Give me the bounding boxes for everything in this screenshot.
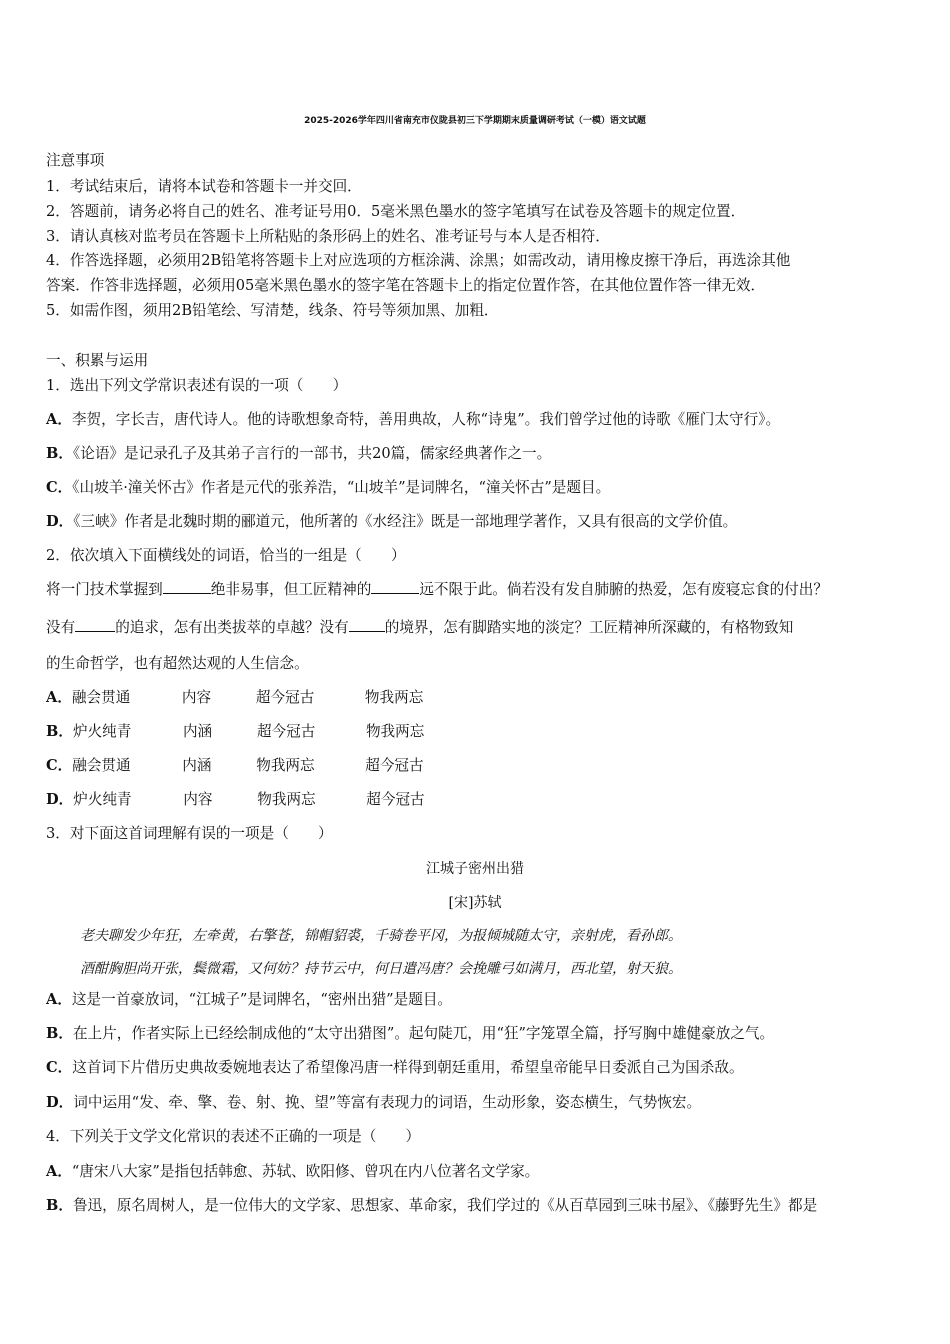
notice-item: 1．考试结束后，请将本试卷和答题卡一并交回． — [46, 178, 362, 195]
poem-line: 酒酣胸胆尚开张，鬓微霜，又何妨？持节云中，何日遣冯唐？会挽雕弓如满月，西北望，射天狼。 — [80, 961, 682, 977]
notice-item: 4．作答选择题，必须用2B铅笔将答题卡上对应选项的方框涂满、涂黑；如需改动，请用橡皮擦干净后，再选涂其他 — [46, 252, 791, 269]
question-1-option-d: D．《三峡》作者是北魏时期的郦道元，他所著的《水经注》既是一部地理学著作，又具有很高的文学价值。 — [46, 513, 738, 530]
question-4-option-a: A．“唐宋八大家”是指包括韩愈、苏轼、欧阳修、曾巩在内八位著名文学家。 — [46, 1163, 540, 1180]
section-heading: 一、积累与运用 — [46, 352, 149, 369]
question-2-stem: 2．依次填入下面横线处的词语，恰当的一组是（ ） — [46, 547, 406, 564]
page-title: 2025-2026学年四川省南充市仪陇县初三下学期期末质量调研考试（一模）语文试题 — [304, 116, 646, 126]
question-3-option-d: D．词中运用“发、牵、擎、卷、射、挽、望”等富有表现力的词语，生动形象，姿态横生，气势恢宏。 — [46, 1094, 702, 1111]
notice-item: 答案．作答非选择题，必须用05毫米黑色墨水的签字笔在答题卡上的指定位置作答，在其他位置作答一律无效． — [46, 277, 766, 294]
question-4-option-b: B．鲁迅，原名周树人，是一位伟大的文学家、思想家、革命家，我们学过的《从百草园到三味书屋》、《藤野先生》都是 — [46, 1197, 818, 1214]
fill-blank — [349, 619, 385, 632]
poem-author: [宋]苏轼 — [448, 895, 502, 911]
question-3-stem: 3．对下面这首词理解有误的一项是（ ） — [46, 825, 333, 842]
question-2-option-c: C．融会贯通 内涵 物我两忘 超今冠古 — [46, 757, 424, 774]
question-3-option-b: B．在上片，作者实际上已经绘制成他的“太守出猎图”。起句陡兀，用“狂”字笼罩全篇，抒写胸中雄健豪放之气。 — [46, 1025, 775, 1042]
fill-blank — [371, 581, 419, 594]
question-2-option-a: A．融会贯通 内容 超今冠古 物我两忘 — [46, 689, 424, 706]
question-1-option-a: A．李贺，字长吉，唐代诗人。他的诗歌想象奇特，善用典故，人称“诗鬼”。我们曾学过他的诗歌《雁门太守行》。 — [46, 411, 781, 428]
notice-item: 2．答题前，请务必将自己的姓名、准考证号用0．5毫米黑色墨水的签字笔填写在试卷及答题卡的规定位置． — [46, 203, 746, 220]
question-2-passage-line: 将一门技术掌握到 绝非易事，但工匠精神的 远不限于此。倘若没有发自肺腑的热爱，怎有废寝忘食的付出？ — [46, 581, 828, 598]
question-1-stem: 1．选出下列文学常识表述有误的一项（ ） — [46, 377, 348, 394]
fill-blank — [163, 581, 211, 594]
poem-line: 老夫聊发少年狂，左牵黄，右擎苍，锦帽貂裘，千骑卷平冈，为报倾城随太守，亲射虎，看孙郎。 — [80, 928, 682, 944]
poem-title: 江城子密州出猎 — [426, 861, 524, 877]
question-4-stem: 4．下列关于文学文化常识的表述不正确的一项是（ ） — [46, 1128, 421, 1145]
fill-blank — [75, 619, 115, 632]
notice-item: 3．请认真核对监考员在答题卡上所粘贴的条形码上的姓名、准考证号与本人是否相符． — [46, 228, 610, 245]
question-1-option-c: C．《山坡羊·潼关怀古》作者是元代的张养浩，“山坡羊”是词牌名，“潼关怀古”是题目。 — [46, 479, 611, 496]
question-1-option-b: B．《论语》是记录孔子及其弟子言行的一部书，共20篇，儒家经典著作之一。 — [46, 445, 552, 462]
question-2-option-b: B．炉火纯青 内涵 超今冠古 物我两忘 — [46, 723, 425, 740]
question-2-option-d: D．炉火纯青 内容 物我两忘 超今冠古 — [46, 791, 425, 808]
question-3-option-c: C．这首词下片借历史典故委婉地表达了希望像冯唐一样得到朝廷重用，希望皇帝能早日委派自己为国杀敌。 — [46, 1059, 744, 1076]
question-2-passage-line: 没有 的追求，怎有出类拔萃的卓越？没有 的境界，怎有脚踏实地的淡定？工匠精神所深藏的，有格物致知 — [46, 619, 794, 636]
question-3-option-a: A．这是一首豪放词，“江城子”是词牌名，“密州出猎”是题目。 — [46, 991, 453, 1008]
notice-heading: 注意事项 — [46, 152, 105, 169]
question-2-passage-line: 的生命哲学，也有超然达观的人生信念。 — [46, 655, 309, 672]
notice-item: 5．如需作图，须用2B铅笔绘、写清楚，线条、符号等须加黑、加粗． — [46, 302, 499, 319]
